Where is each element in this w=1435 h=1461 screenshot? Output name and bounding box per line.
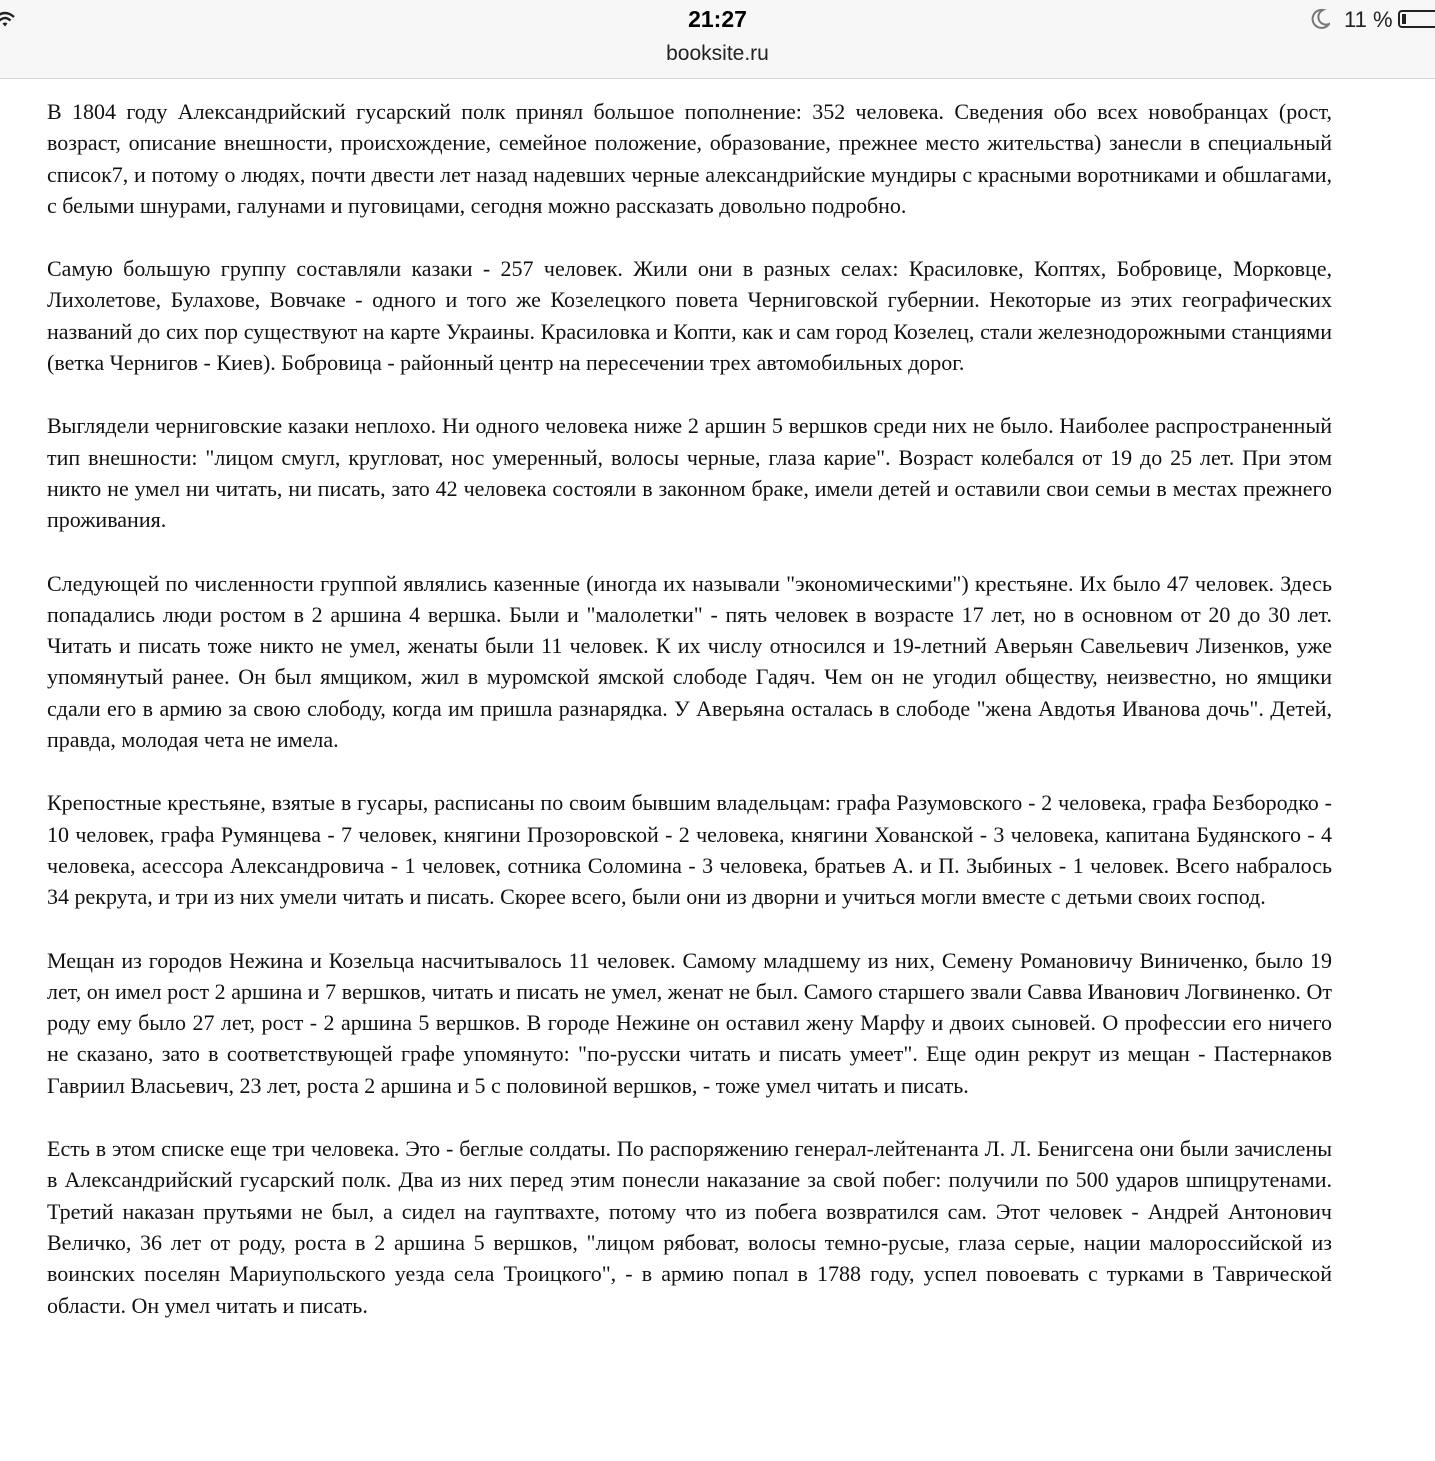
battery-level-fill [1402, 14, 1406, 24]
battery-percentage: 11 % [1344, 7, 1393, 32]
article-body [47, 96, 1332, 1353]
article-paragraph: Самую большую группу составляли казаки - 257 человек. Жили они в разных селах: Красиловке, Коптях, Бобровице, Морковце, Лихолетове, Булахове, Вовчаке - одного и того же Козелецкого повета Черниговской губернии. Некоторые из этих географических названий до сих пор существуют на карте Украины. Красиловка и Копти, как и сам город Козелец, стали железнодорожными станциями (ветка Чернигов - Киев). Бобровица - районный центр на пересечении трех автомобильных дорог. [47, 256, 1332, 376]
moon-icon [1310, 8, 1330, 30]
address-bar-url[interactable]: booksite.ru [666, 42, 769, 65]
article-paragraph: В 1804 году Александрийский гусарский полк принял большое пополнение: 352 человека. Сведения обо всех новобранцах (рост, возраст, описание внешности, происхождение, семейное положение, образование, прежнее место жительства) занесли в специальный список7, и потому о людях, почти двести лет назад надевших черные александрийские мундиры с красными воротниками и обшлагами, с белыми шнурами, галунами и пуговицами, сегодня можно рассказать довольно подробно. [47, 99, 1332, 218]
article-paragraph: Следующей по численности группой являлись казенные (иногда их называли "экономическими") крестьяне. Их было 47 человек. Здесь попадались люди ростом в 2 аршина 4 вершка. Были и "малолетки" - пять человек в возрасте 17 лет, но в основном от 20 до 30 лет. Читать и писать тоже никто не умел, женаты были 11 человек. К их числу относился и 19-летний Аверьян Савельевич Лизенков, уже упомянутый ранее. Он был ямщиком, жил в муромской ямской слободе Гадяч. Чем он не угодил обществу, неизвестно, но ямщики сдали его в армию за свою слободу, когда им пришла разнарядка. У Аверьяна осталась в слободе "жена Авдотья Иванова дочь". Детей, правда, молодая чета не имела. [47, 570, 1332, 753]
battery-icon [1398, 10, 1435, 28]
article-paragraph: Крепостные крестьяне, взятые в гусары, расписаны по своим бывшим владельцам: графа Разумовского - 2 человека, графа Безбородко - 10 человек, графа Румянцева - 7 человек, княгини Прозоровской - 2 человека, княгини Хованской - 3 человека, капитана Будянского - 4 человека, асессора Александровича - 1 человек, сотника Соломина - 3 человека, братьев А. и П. Зыбиных - 1 человек. Всего набралось 34 рекрута, и три из них умели читать и писать. Скорее всего, были они из дворни и учиться могли вместе с детьми своих господ. [47, 790, 1332, 910]
status-time: 21:27 [688, 6, 747, 32]
article-paragraph: Мещан из городов Нежина и Козельца насчитывалось 11 человек. Самому младшему из них, Семену Романовичу Виниченко, было 19 лет, он имел рост 2 аршина и 7 вершков, читать и писать не умел, женат не был. Самого старшего звали Савва Иванович Логвиненко. От роду ему было 27 лет, рост - 2 аршина 5 вершков. В городе Нежине он оставил жену Марфу и двоих сыновей. О профессии его ничего не сказано, зато в соответствующей графе упомянуто: "по-русски читать и писать умеет". Еще один рекрут из мещан - Пастернаков Гавриил Власьевич, 23 лет, роста 2 аршина и 5 с половиной вершков, - тоже умел читать и писать. [47, 947, 1332, 1098]
status-bar [0, 0, 1435, 79]
article-paragraph: Выглядели черниговские казаки неплохо. Ни одного человека ниже 2 аршин 5 вершков среди них не было. Наиболее распространенный тип внешности: "лицом смугл, кругловат, нос умеренный, волосы черные, глаза карие". Возраст колебался от 19 до 25 лет. При этом никто не умел ни читать, ни писать, зато 42 человека состояли в законном браке, имели детей и оставили свои семьи в местах прежнего проживания. [47, 413, 1332, 533]
article-paragraph: Есть в этом списке еще три человека. Это - беглые солдаты. По распоряжению генерал-лейтенанта Л. Л. Бенигсена они были зачислены в Александрийский гусарский полк. Два из них перед этим понесли наказание за свой побег: получили по 500 ударов шпицрутенами. Третий наказан прутьями не был, а сидел на гауптвахте, потому что из побега возвратился сам. Этот человек - Андрей Антонович Величко, 36 лет от роду, роста в 2 аршина 5 вершков, "лицом рябоват, волосы темно-русые, глаза серые, нации малороссийской из воинских поселян Мариупольского уезда села Троицкого", - в армию попал в 1788 году, успел повоевать с турками в Таврической области. Он умел читать и писать. [47, 1136, 1332, 1318]
